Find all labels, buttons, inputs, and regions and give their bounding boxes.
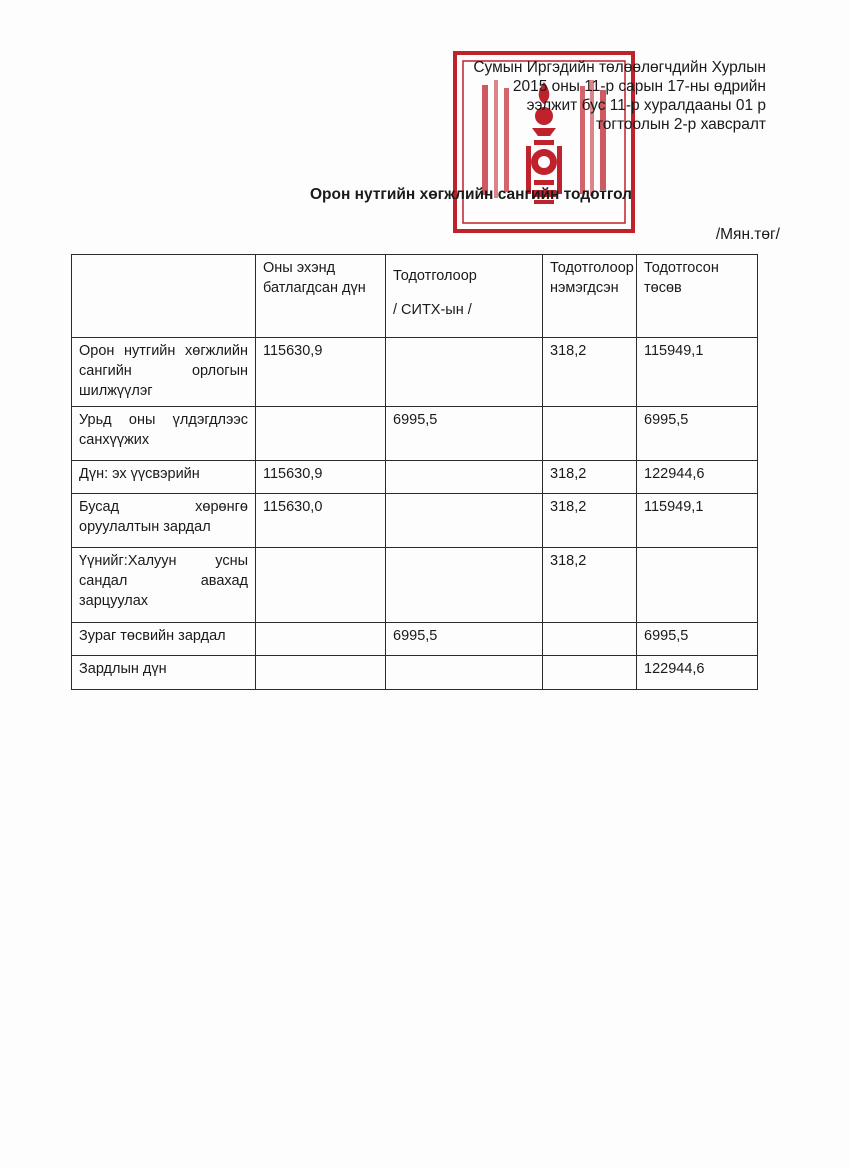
cell-revised: 6995,5 bbox=[637, 623, 758, 656]
cell-revised: 6995,5 bbox=[637, 407, 758, 461]
table-row bbox=[72, 548, 758, 623]
column-header-label: Оны эхэнд батлагдсан дүн bbox=[263, 260, 366, 296]
cell-added: 318,2 bbox=[543, 548, 637, 623]
cell-revised bbox=[637, 548, 758, 623]
column-header-added bbox=[543, 255, 637, 338]
column-header-blank bbox=[72, 255, 256, 338]
row-label: Зураг төсвийн зардал bbox=[72, 623, 256, 656]
column-header-label: Тодотголоор нэмэгдсэн bbox=[550, 260, 634, 296]
cell-approved bbox=[256, 623, 386, 656]
row-label: Урьд оны үлдэгдлээс санхүүжих bbox=[72, 407, 256, 461]
unit-label: /Мян.төг/ bbox=[715, 226, 780, 243]
table-row bbox=[72, 623, 758, 656]
table-row bbox=[72, 338, 758, 407]
table-header-row bbox=[72, 255, 758, 338]
cell-approved: 115630,9 bbox=[256, 461, 386, 494]
cell-approved bbox=[256, 656, 386, 690]
column-header-label: Тодотгосон төсөв bbox=[644, 260, 719, 296]
cell-revised: 122944,6 bbox=[637, 656, 758, 690]
column-header-sublabel: / СИТХ-ын / bbox=[393, 302, 472, 318]
cell-added bbox=[543, 656, 637, 690]
cell-added: 318,2 bbox=[543, 494, 637, 548]
column-header-revised bbox=[637, 255, 758, 338]
cell-sitkh: 6995,5 bbox=[386, 407, 543, 461]
column-header-approved bbox=[256, 255, 386, 338]
table-row bbox=[72, 461, 758, 494]
header-line: тогтоолын 2-р хавсралт bbox=[595, 116, 766, 133]
cell-revised: 122944,6 bbox=[637, 461, 758, 494]
row-label: Дүн: эх үүсвэрийн bbox=[72, 461, 256, 494]
cell-added bbox=[543, 407, 637, 461]
cell-sitkh bbox=[386, 461, 543, 494]
column-header-label: Тодотголоор bbox=[393, 268, 477, 284]
cell-sitkh bbox=[386, 656, 543, 690]
cell-approved: 115630,9 bbox=[256, 338, 386, 407]
resolution-header bbox=[473, 58, 766, 134]
cell-added: 318,2 bbox=[543, 461, 637, 494]
cell-sitkh: 6995,5 bbox=[386, 623, 543, 656]
budget-table bbox=[71, 254, 758, 690]
column-header-sitkh bbox=[386, 255, 543, 338]
cell-added bbox=[543, 623, 637, 656]
table-row bbox=[72, 656, 758, 690]
row-label: Бусад хөрөнгө оруулалтын зардал bbox=[72, 494, 256, 548]
cell-sitkh bbox=[386, 494, 543, 548]
row-label: Зардлын дүн bbox=[72, 656, 256, 690]
row-label: Үүнийг:Халуун усны сандал авахад зарцуулах bbox=[72, 548, 256, 623]
cell-approved bbox=[256, 548, 386, 623]
cell-sitkh bbox=[386, 338, 543, 407]
header-line: Сумын Иргэдийн төлөөлөгчдийн Хурлын bbox=[473, 59, 766, 76]
cell-added: 318,2 bbox=[543, 338, 637, 407]
header-line: ээлжит бус 11-р хуралдааны 01 р bbox=[526, 97, 766, 114]
cell-revised: 115949,1 bbox=[637, 338, 758, 407]
header-line: 2015 оны 11-р сарын 17-ны өдрийн bbox=[512, 78, 766, 95]
cell-approved: 115630,0 bbox=[256, 494, 386, 548]
cell-revised: 115949,1 bbox=[637, 494, 758, 548]
table-row bbox=[72, 494, 758, 548]
row-label: Орон нутгийн хөгжлийн сангийн орлогын шилжүүлэг bbox=[72, 338, 256, 407]
table-row bbox=[72, 407, 758, 461]
cell-sitkh bbox=[386, 548, 543, 623]
document-title: Орон нутгийн хөгжлийн сангийн тодотгол bbox=[309, 186, 633, 203]
cell-approved bbox=[256, 407, 386, 461]
